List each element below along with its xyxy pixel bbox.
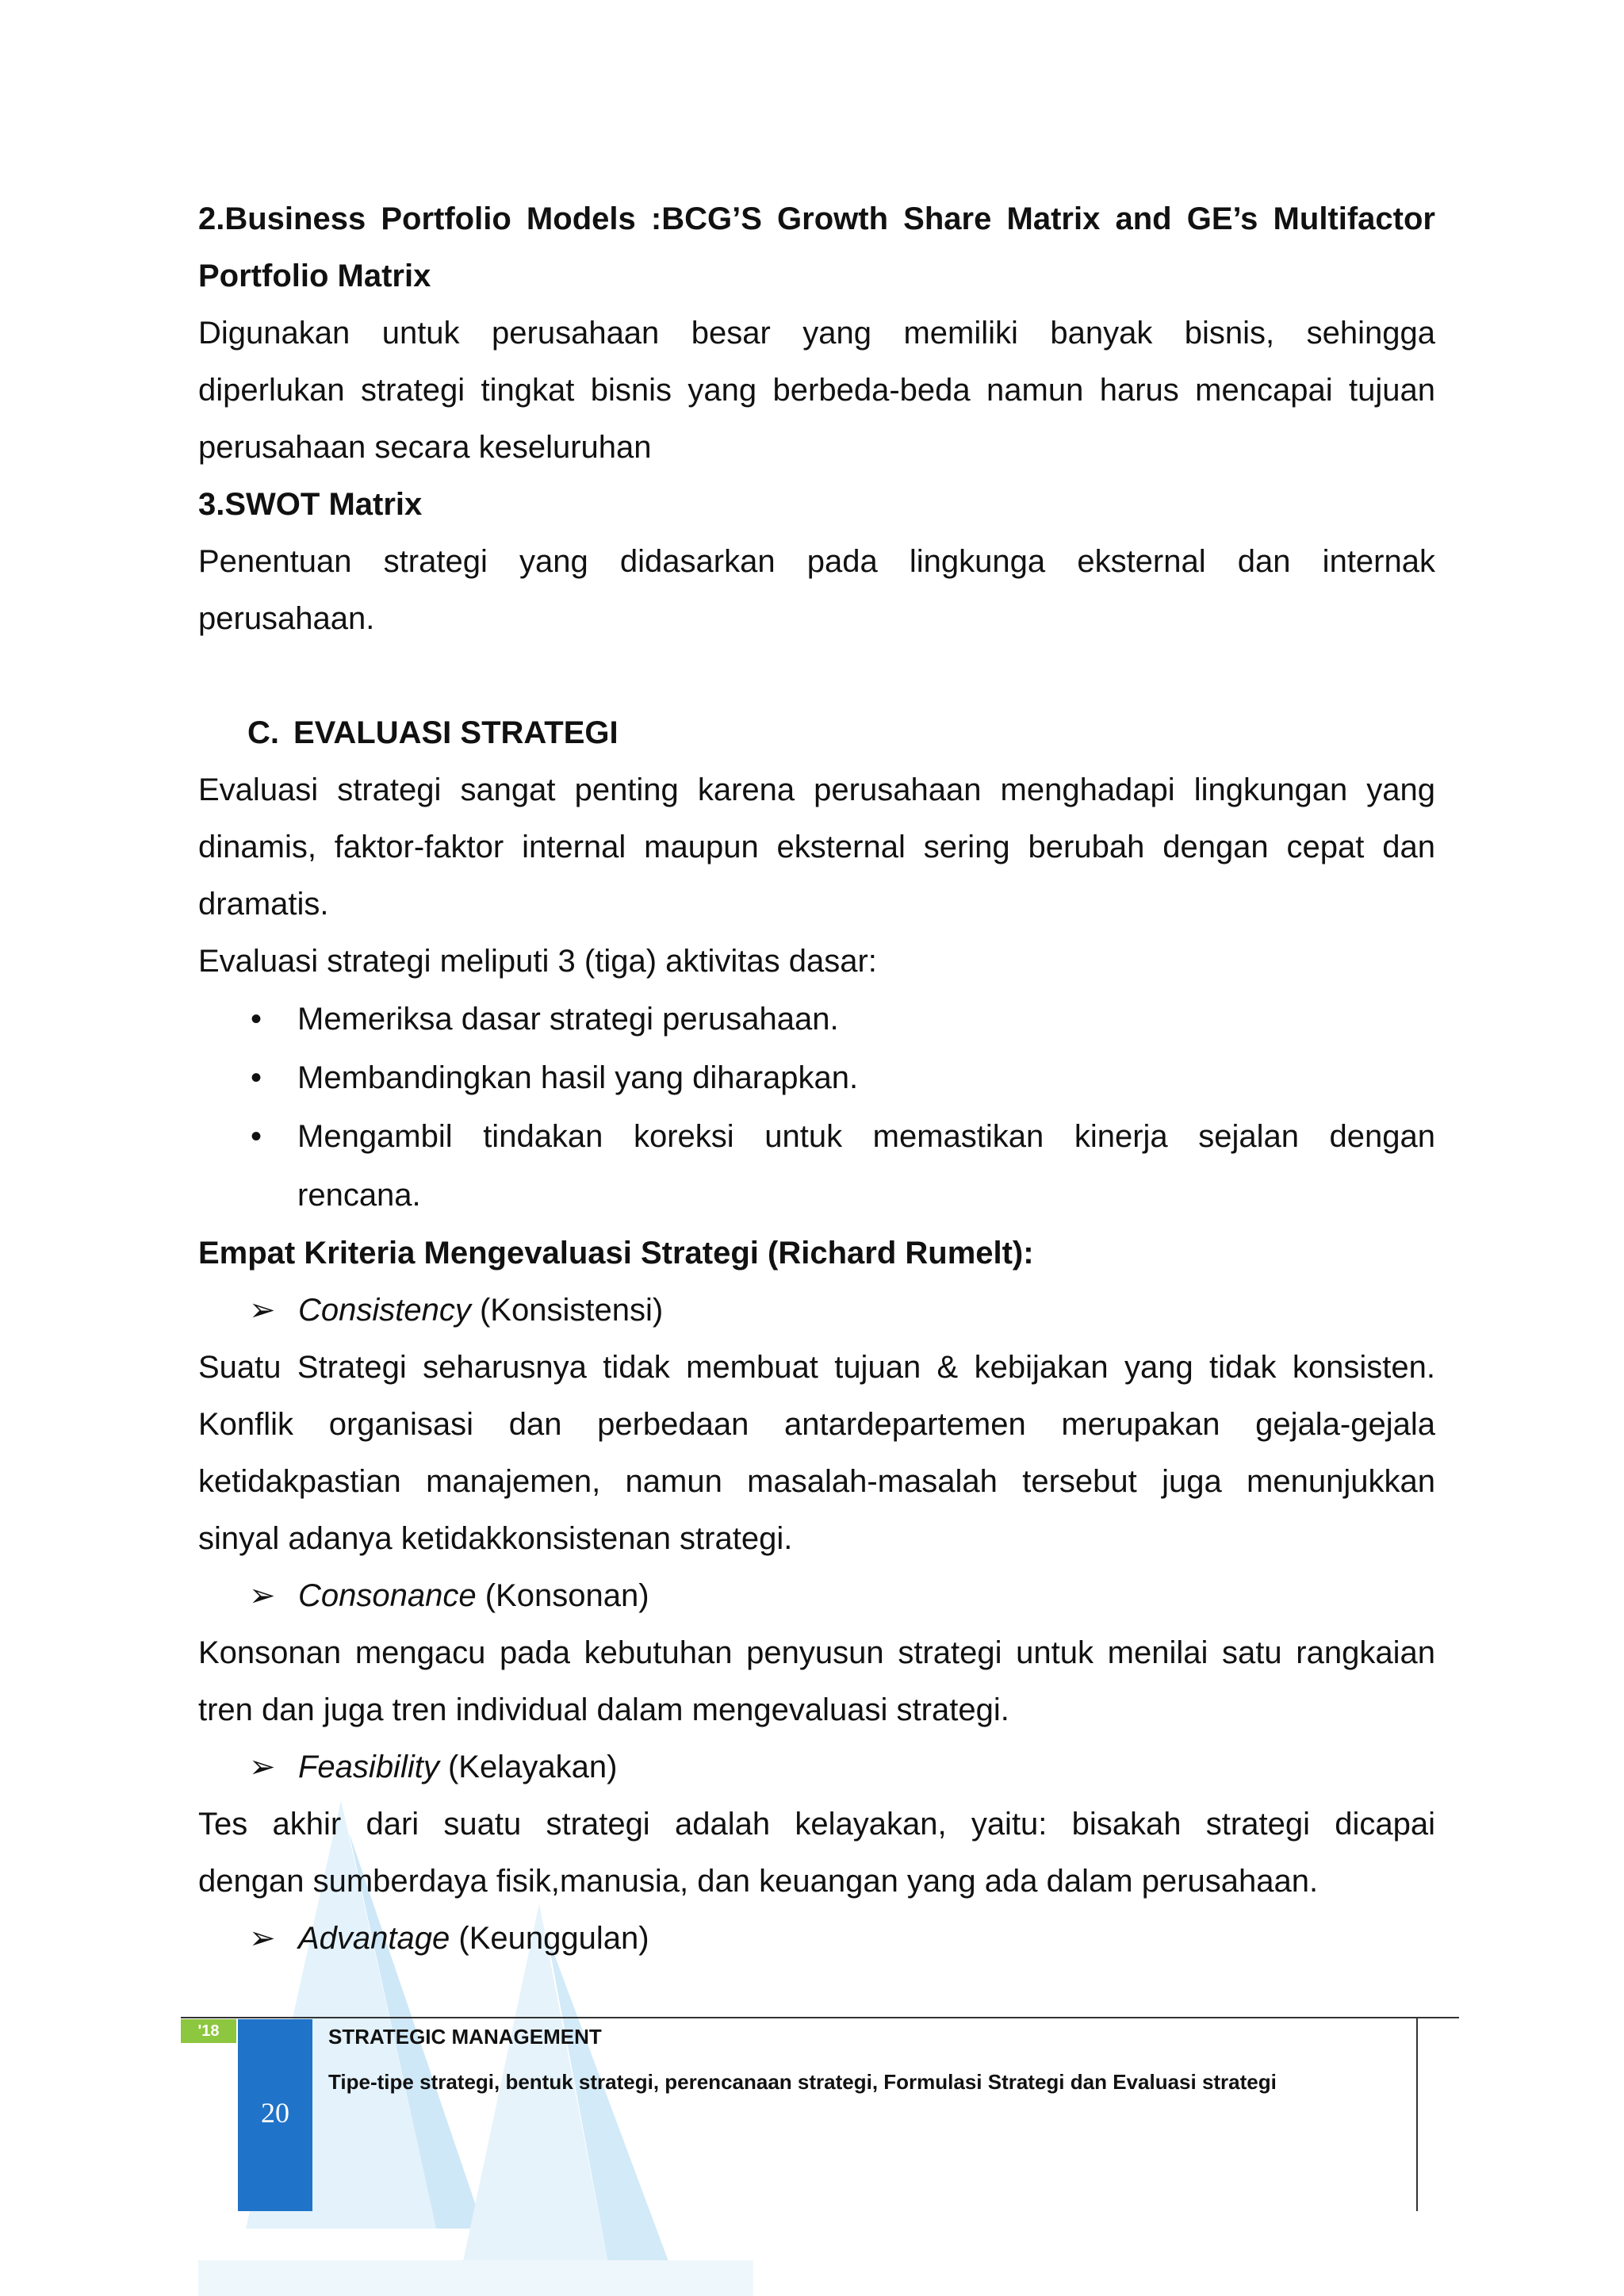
footer-subtitle: Tipe-tipe strategi, bentuk strategi, perencanaan strategi, Formulasi Strategi dan Evaluasi strategi <box>328 2070 1277 2094</box>
paragraph-line: tren dan juga tren individual dalam mengevaluasi strategi. <box>198 1692 1009 1727</box>
section-number: C. <box>247 715 279 750</box>
activity-list <box>198 990 1435 1225</box>
bullet-icon: • <box>251 1060 262 1095</box>
footer-divider <box>181 2017 1459 2018</box>
list-item: • Mengambil tindakan koreksi untuk memastikan kinerja sejalan dengan rencana. <box>198 1107 1435 1225</box>
footer-title: STRATEGIC MANAGEMENT <box>328 2025 602 2049</box>
paragraph-line: diperlukan strategi tingkat bisnis yang berbeda-beda namun harus mencapai tujuan <box>198 373 1435 408</box>
criteria-heading: Empat Kriteria Mengevaluasi Strategi (Richard Rumelt): <box>198 1236 1034 1271</box>
heading-business-portfolio-cont: Portfolio Matrix <box>198 259 431 293</box>
bullet-icon: • <box>251 1119 262 1154</box>
page-footer <box>181 2017 1459 2211</box>
paragraph-line: Digunakan untuk perusahaan besar yang memiliki banyak bisnis, sehingga <box>198 316 1435 351</box>
criteria-item-consonance: ➢ Consonance (Konsonan) <box>198 1567 1435 1624</box>
arrow-bullet-icon: ➢ <box>249 1292 276 1328</box>
criteria-item-advantage: ➢ Advantage (Keunggulan) <box>198 1910 1435 1967</box>
paragraph-line: Evaluasi strategi sangat penting karena perusahaan menghadapi lingkungan yang <box>198 772 1435 807</box>
paragraph-line: Konsonan mengacu pada kebutuhan penyusun strategi untuk menilai satu rangkaian <box>198 1635 1435 1670</box>
arrow-bullet-icon: ➢ <box>249 1920 276 1957</box>
paragraph-line: Tes akhir dari suatu strategi adalah kelayakan, yaitu: bisakah strategi dicapai <box>198 1807 1435 1842</box>
arrow-bullet-icon: ➢ <box>249 1577 276 1614</box>
heading-swot-matrix: 3.SWOT Matrix <box>198 487 423 522</box>
section-heading-evaluasi <box>198 704 1435 761</box>
list-item: • Memeriksa dasar strategi perusahaan. <box>198 990 1435 1048</box>
paragraph-line: Suatu Strategi seharusnya tidak membuat tujuan & kebijakan yang tidak konsisten. <box>198 1350 1435 1385</box>
paragraph-line: perusahaan secara keseluruhan <box>198 430 652 465</box>
arrow-bullet-icon: ➢ <box>249 1749 276 1785</box>
year-badge: '18 <box>181 2019 236 2043</box>
paragraph-line: Konflik organisasi dan perbedaan antardepartemen merupakan gejala-gejala <box>198 1407 1435 1442</box>
heading-business-portfolio: 2.Business Portfolio Models :BCG’S Growth Share Matrix and GE’s Multifactor <box>198 201 1435 236</box>
page-content <box>198 190 1435 1967</box>
paragraph-line: dinamis, faktor-faktor internal maupun eksternal sering berubah dengan cepat dan <box>198 830 1435 864</box>
criteria-item-consistency: ➢ Consistency (Konsistensi) <box>198 1282 1435 1339</box>
page-number: 20 <box>261 2097 289 2129</box>
bullet-icon: • <box>251 1002 262 1037</box>
criteria-item-feasibility: ➢ Feasibility (Kelayakan) <box>198 1738 1435 1796</box>
paragraph-line: Penentuan strategi yang didasarkan pada lingkunga eksternal dan internak <box>198 544 1435 579</box>
paragraph-line: dengan sumberdaya fisik,manusia, dan keuangan yang ada dalam perusahaan. <box>198 1864 1319 1899</box>
paragraph-line: perusahaan. <box>198 601 375 636</box>
footer-vertical-divider <box>1416 2017 1418 2211</box>
section-title: EVALUASI STRATEGI <box>293 715 619 750</box>
paragraph-line: Evaluasi strategi meliputi 3 (tiga) aktivitas dasar: <box>198 944 877 979</box>
paragraph-line: ketidakpastian manajemen, namun masalah-masalah tersebut juga menunjukkan <box>198 1464 1435 1499</box>
paragraph-line: sinyal adanya ketidakkonsistenan strategi. <box>198 1521 793 1556</box>
list-item: • Membandingkan hasil yang diharapkan. <box>198 1048 1435 1107</box>
paragraph-line: dramatis. <box>198 887 329 922</box>
